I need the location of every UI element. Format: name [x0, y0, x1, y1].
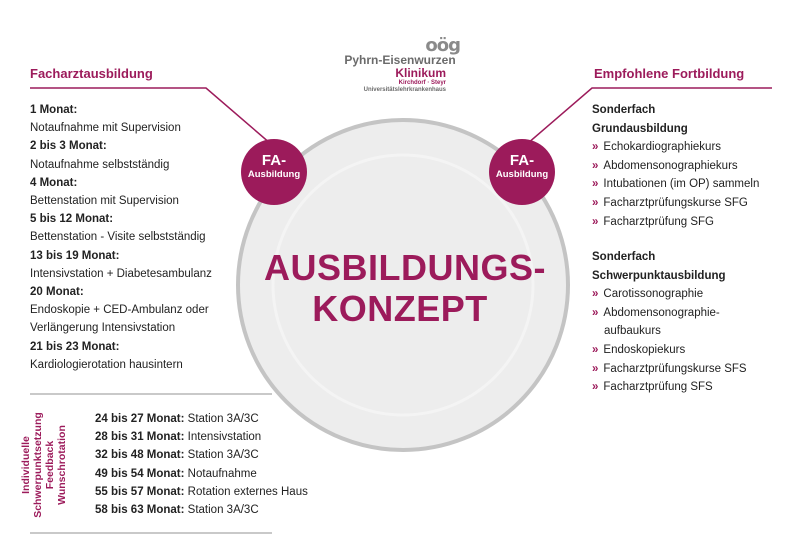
- rotation-period: 4 Monat:: [30, 176, 78, 189]
- rotation-period: 2 bis 3 Monat:: [30, 140, 107, 153]
- bullet-icon: »: [592, 141, 599, 154]
- list-item: » Facharztprüfungskurse SFG: [592, 196, 748, 209]
- vertical-label-line: Feedback: [44, 440, 56, 490]
- bullet-icon: »: [592, 159, 599, 172]
- rotation-period: 13 bis 19 Monat:: [30, 249, 120, 262]
- schedule-station: Intensivstation: [187, 431, 262, 444]
- divider-bottom: [30, 532, 272, 534]
- schedule-row: [95, 446, 308, 464]
- bullet-icon: »: [592, 381, 599, 394]
- rotation-period: 5 bis 12 Monat:: [30, 213, 114, 226]
- schedule-station: Rotation externes Haus: [187, 485, 308, 498]
- rotation-station: Intensivstation + Diabetesambulanz: [30, 267, 212, 280]
- badge-right: [489, 152, 555, 180]
- list-item: » Endoskopiekurs: [592, 343, 686, 356]
- rotation-period: 20 Monat:: [30, 286, 84, 299]
- list-item: » Carotissonographie: [592, 288, 704, 301]
- rotation-station: Verlängerung Intensivstation: [30, 322, 176, 335]
- rotation-station: Bettenstation mit Supervision: [30, 195, 179, 208]
- vertical-label-text: [20, 412, 68, 518]
- center-title-line2: KONZEPT: [312, 288, 488, 329]
- schedule-station: Station 3A/3C: [187, 413, 259, 425]
- fortbildung-group-1: [592, 101, 759, 231]
- schedule-station: Station 3A/3C: [187, 449, 259, 462]
- bullet-icon: »: [592, 215, 599, 228]
- schedule-row: [95, 410, 308, 428]
- list-item: » Intubationen (im OP) sammeln: [592, 178, 760, 191]
- schedule-period: 49 bis 54 Monat:: [95, 467, 185, 480]
- schedule-period: 32 bis 48 Monat:: [95, 449, 185, 462]
- vertical-label-line: Individuelle: [20, 436, 32, 494]
- center-title-line1: AUSBILDUNGS-: [264, 247, 546, 288]
- list-item: » Facharztprüfung SFS: [592, 381, 713, 394]
- logo-line3: Kirchdorf · Steyr: [398, 80, 446, 86]
- schedule-period: 55 bis 57 Monat:: [95, 485, 185, 498]
- rotation-station: Kardiologierotation hausintern: [30, 358, 183, 371]
- schedule-station: Station 3A/3C: [187, 504, 259, 517]
- schedule-station: Notaufnahme: [187, 467, 257, 480]
- schedule-row: [95, 483, 308, 501]
- badge-left-sub: Ausbildung: [247, 169, 301, 180]
- list-item: » Facharztprüfung SFG: [592, 215, 714, 228]
- bullet-icon: »: [592, 306, 599, 319]
- badge-left-label: FA-: [261, 152, 287, 169]
- badge-right-label: FA-: [509, 152, 535, 169]
- list-item: » Abdomensonographiekurs: [592, 159, 738, 172]
- vertical-label-line: Schwerpunktsetzung: [32, 412, 44, 518]
- rotation-period: 1 Monat:: [30, 104, 78, 116]
- left-section-title: Facharztausbildung: [30, 66, 153, 81]
- schedule-row: [95, 428, 308, 446]
- badge-right-sub: Ausbildung: [495, 169, 549, 180]
- bullet-icon: »: [592, 178, 599, 191]
- bullet-icon: »: [592, 343, 599, 356]
- list-item: » Echokardiographiekurs: [592, 141, 722, 154]
- schedule-row: [95, 501, 308, 519]
- list-item: aufbaukurs: [604, 325, 661, 338]
- schedule-period: 24 bis 27 Monat:: [95, 413, 185, 425]
- bullet-icon: »: [592, 362, 599, 375]
- rotation-list: [30, 101, 212, 374]
- bullet-icon: »: [592, 196, 599, 209]
- rotation-period: 21 bis 23 Monat:: [30, 340, 120, 353]
- group-heading: Sonderfach: [592, 104, 656, 116]
- group-heading: Sonderfach: [592, 251, 656, 263]
- logo-line2: Klinikum: [395, 66, 446, 80]
- logo-mark: oög: [425, 35, 460, 56]
- group-heading: Grundausbildung: [592, 122, 688, 135]
- logo-line1: Pyhrn-Eisenwurzen: [344, 53, 456, 67]
- rotation-station: Notaufnahme selbstständig: [30, 158, 170, 171]
- bullet-icon: »: [592, 288, 599, 301]
- schedule-period: 28 bis 31 Monat:: [95, 431, 185, 444]
- fortbildung-group-2: [592, 248, 747, 397]
- schedule-list: [95, 410, 308, 519]
- logo: [330, 35, 470, 94]
- schedule-period: 58 bis 63 Monat:: [95, 504, 185, 517]
- vertical-label-line: Wunschrotation: [56, 425, 68, 505]
- group-heading: Schwerpunktausbildung: [592, 269, 726, 282]
- badge-left: [241, 152, 307, 180]
- rotation-station: Bettenstation - Visite selbstständig: [30, 231, 206, 244]
- rotation-station: Endoskopie + CED-Ambulanz oder: [30, 304, 209, 317]
- logo-line4: Universitätslehrkrankenhaus: [363, 87, 446, 93]
- list-item: » Abdomensonographie-: [592, 306, 720, 319]
- right-section-title: Empfohlene Fortbildung: [594, 66, 745, 81]
- schedule-row: [95, 465, 308, 483]
- divider-top: [30, 393, 272, 395]
- rotation-station: Notaufnahme mit Supervision: [30, 122, 181, 135]
- list-item: » Facharztprüfungskurse SFS: [592, 362, 747, 375]
